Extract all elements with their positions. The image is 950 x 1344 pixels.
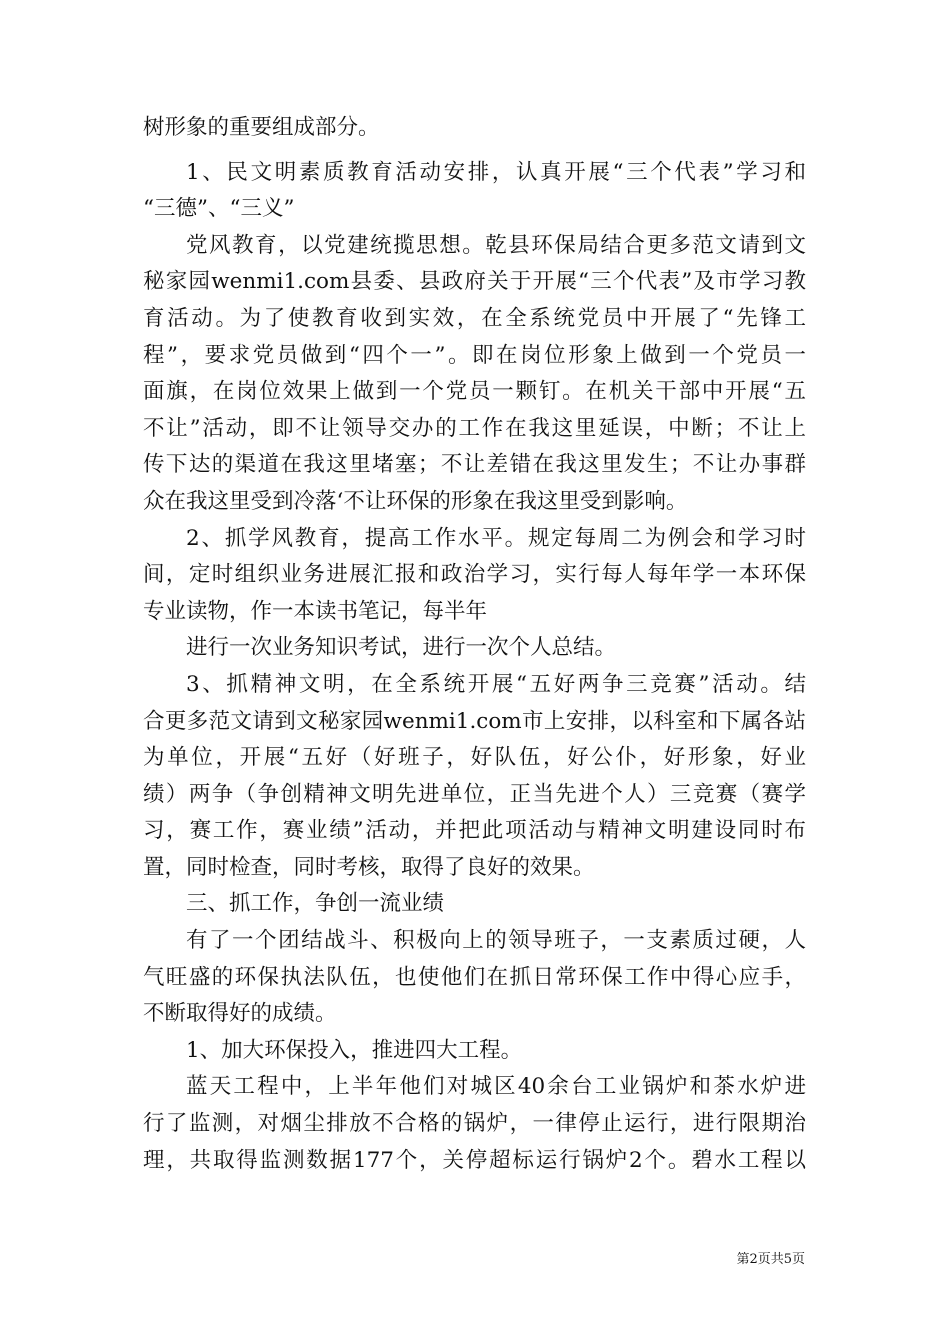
text-line: 气旺盛的环保执法队伍，也使他们在抓日常环保工作中得心应手，	[143, 964, 806, 990]
text-line: 党风教育，以党建统揽思想。乾县环保局结合更多范文请到文	[186, 232, 806, 258]
section-heading: 三、抓工作，争创一流业绩	[186, 891, 445, 917]
text-line: 蓝天工程中，上半年他们对城区40余台工业锅炉和茶水炉进	[186, 1074, 806, 1100]
text-line: 不断取得好的成绩。	[143, 1001, 337, 1027]
text-line: 秘家园wenmi1.com县委、县政府关于开展“三个代表”及市学习教	[143, 269, 806, 295]
text-line: 育活动。为了使教育收到实效，在全系统党员中开展了“先锋工	[143, 305, 806, 331]
text-line: 进行一次业务知识考试，进行一次个人总结。	[186, 635, 617, 661]
text-line: “三德”、“三义”	[143, 196, 295, 222]
text-line: 置，同时检查，同时考核，取得了良好的效果。	[143, 854, 595, 880]
document-body	[143, 110, 806, 1179]
text-line: 程”，要求党员做到“四个一”。即在岗位形象上做到一个党员一	[143, 342, 806, 368]
text-line: 传下达的渠道在我这里堵塞；不让差错在我这里发生；不让办事群	[143, 452, 806, 478]
text-line: 面旗，在岗位效果上做到一个党员一颗钉。在机关干部中开展“五	[143, 379, 806, 405]
text-line: 众在我这里受到冷落‘不让环保的形象在我这里受到影响。	[143, 488, 688, 514]
text-line: 3、抓精神文明，在全系统开展“五好两争三竞赛”活动。结	[186, 671, 806, 697]
text-line: 习，赛工作，赛业绩”活动，并把此项活动与精神文明建设同时布	[143, 818, 806, 844]
text-line: 行了监测，对烟尘排放不合格的锅炉，一律停止运行，进行限期治	[143, 1111, 806, 1137]
text-line: 为单位，开展“五好（好班子，好队伍，好公仆，好形象，好业	[143, 745, 806, 771]
text-line: 不让”活动，即不让领导交办的工作在我这里延误，中断；不让上	[143, 415, 806, 441]
text-line: 合更多范文请到文秘家园wenmi1.com市上安排，以科室和下属各站	[143, 708, 806, 734]
text-line: 专业读物，作一本读书笔记，每半年	[143, 598, 488, 624]
text-line: 2、抓学风教育，提高工作水平。规定每周二为例会和学习时	[186, 525, 806, 551]
text-line: 理，共取得监测数据177个，关停超标运行锅炉2个。碧水工程以	[143, 1147, 806, 1173]
text-line: 1、加大环保投入，推进四大工程。	[186, 1037, 523, 1063]
text-line: 绩）两争（争创精神文明先进单位，正当先进个人）三竞赛（赛学	[143, 781, 806, 807]
text-line: 有了一个团结战斗、积极向上的领导班子，一支素质过硬，人	[186, 928, 806, 954]
text-line: 1、民文明素质教育活动安排，认真开展“三个代表”学习和	[186, 159, 806, 185]
text-line: 间，定时组织业务进展汇报和政治学习，实行每人每年学一本环保	[143, 562, 806, 588]
page-number: 第2页共5页	[736, 1252, 805, 1267]
text-line: 树形象的重要组成部分。	[143, 115, 380, 140]
